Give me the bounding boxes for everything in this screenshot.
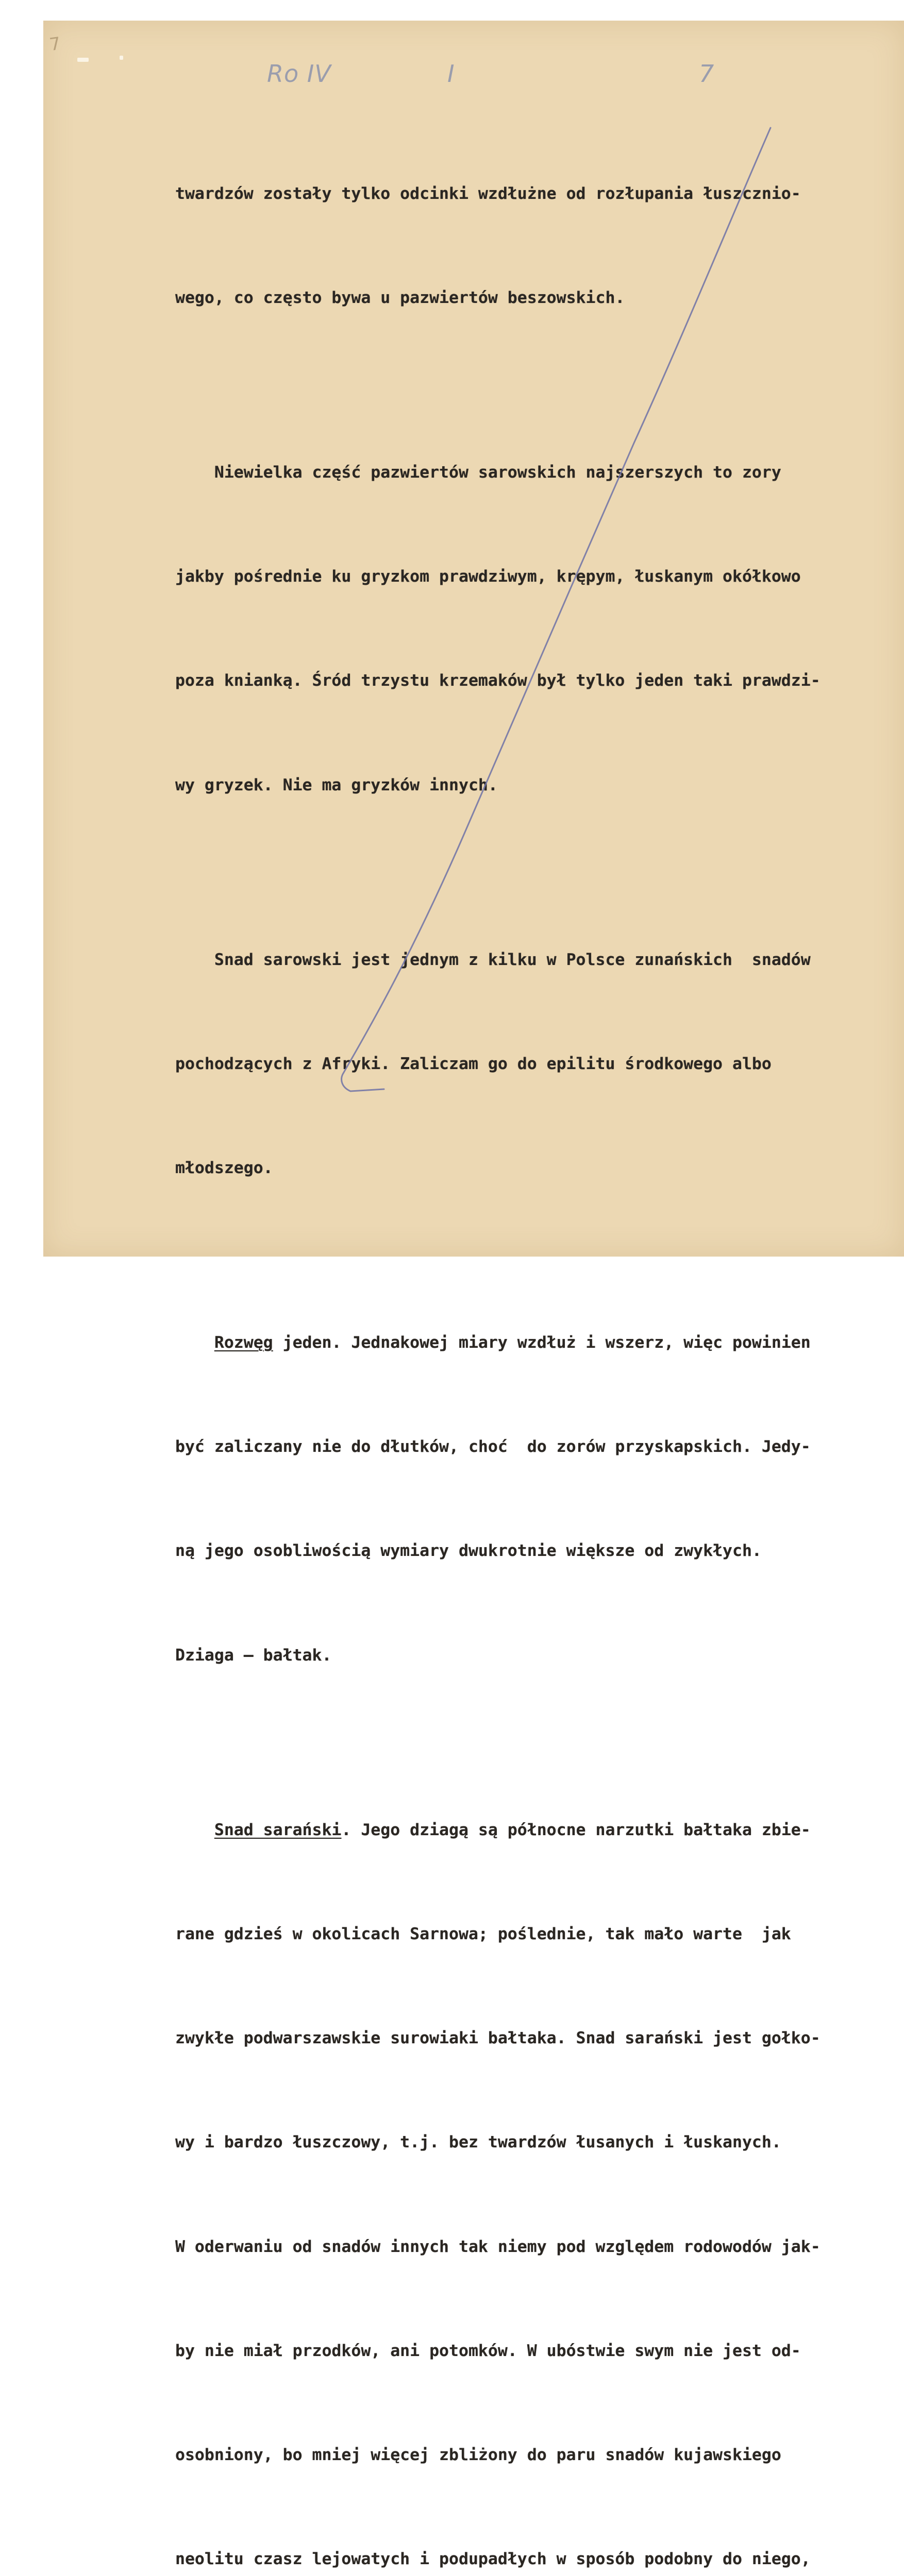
paper-speck — [120, 56, 123, 60]
text-line: twardzów zostały tylko odcinki wzdłużne od rozłupania łuszcznio- — [175, 184, 801, 203]
text-line: być zaliczany nie do dłutków, choć do zorów przyskapskich. Jedy- — [175, 1437, 811, 1456]
text-line: poza knianką. Śród trzystu krzemaków był tylko jeden taki prawdzi- — [175, 671, 821, 690]
text-line: by nie miał przodków, ani potomków. W ubóstwie swym nie jest od- — [175, 2341, 801, 2360]
text-line: wy i bardzo łuszczowy, t.j. bez twardzów łusanych i łuskanych. — [175, 2133, 781, 2152]
typed-text-body — [175, 107, 892, 2576]
underlined-term: Snad sarański — [214, 1820, 342, 1839]
underlined-term: Rozwęg — [214, 1333, 273, 1352]
text-line: rane gdzieś w okolicach Sarnowa; poślednie, tak mało warte jak — [175, 1924, 791, 1943]
text-line: młodszego. — [175, 1159, 273, 1178]
text-line: Niewielka część pazwiertów sarowskich najszerszych to zory — [175, 463, 781, 482]
text-line: W oderwaniu od snadów innych tak niemy pod względem rodowodów jak- — [175, 2237, 821, 2256]
corner-page-mark: 7 — [48, 33, 62, 56]
text-line: zwykłe podwarszawskie surowiaki bałtaka. Snad sarański jest gołko- — [175, 2029, 821, 2048]
text-line: Snad sarowski jest jednym z kilku w Polsce zunańskich snadów — [175, 950, 811, 969]
text-line: jakby pośrednie ku gryzkom prawdziwym, krępym, łuskanym okółkowo — [175, 567, 801, 586]
page-number-note: 7 — [699, 60, 715, 88]
indent — [175, 1333, 214, 1352]
text-line: ną jego osobliwością wymiary dwukrotnie większe od zwykłych. — [175, 1541, 762, 1561]
indent — [175, 1821, 214, 1839]
text-line: pochodzących z Afryki. Zaliczam go do epilitu środkowego albo — [175, 1054, 772, 1073]
text-line: wy gryzek. Nie ma gryzków innych. — [175, 775, 498, 794]
text-line — [175, 1326, 892, 1360]
text-run: . Jego dziagą są północne narzutki bałtaka zbie- — [341, 1820, 811, 1839]
archive-series-note: Ro IV — [267, 60, 331, 88]
volume-note: I — [447, 60, 455, 88]
paper-speck — [77, 58, 89, 62]
text-line: wego, co często bywa u pazwiertów beszowskich. — [175, 289, 625, 308]
text-line: Dziaga — bałtak. — [175, 1646, 332, 1665]
text-line: osobniony, bo mniej więcej zbliżony do paru snadów kujawskiego — [175, 2445, 781, 2464]
text-line — [175, 1813, 892, 1848]
text-line: neolitu czasz lejowatych i podupadłych w sposób podobny do niego, — [175, 2550, 811, 2569]
text-run: jeden. Jednakowej miary wzdłuż i wszerz, więc powinien — [273, 1333, 811, 1352]
